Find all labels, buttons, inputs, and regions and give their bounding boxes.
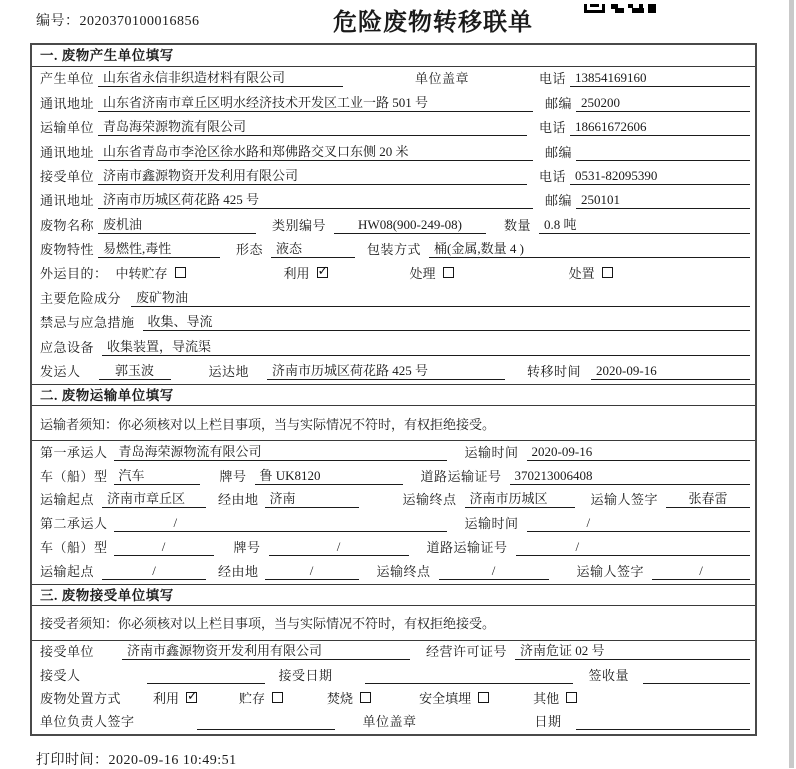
received-qty-value (643, 668, 750, 684)
purpose-option-dispose (569, 263, 613, 282)
row-route2 (32, 560, 755, 584)
row-waste-props (32, 238, 755, 262)
purpose-option-transfer (116, 263, 186, 282)
vehicle1-permit-label: 道路运输证号 (420, 468, 502, 484)
route2-end-value: / (439, 563, 549, 580)
producer-value: 山东省永信非织造材料有限公司 (98, 67, 343, 87)
route1-via-label: 经由地 (218, 492, 259, 508)
accept-unit-label: 接受单位 (40, 644, 95, 660)
transporter-address-value: 山东省青岛市李沧区徐水路和郑佛路交叉口东侧 20 米 (98, 141, 533, 161)
disposal-option-landfill (419, 688, 489, 707)
purpose-option-use (284, 263, 328, 282)
row-purpose (32, 262, 755, 286)
print-time-label: 打印时间： (36, 753, 109, 768)
route1-start-value: 济南市章丘区 (102, 488, 206, 508)
purpose-transfer-checkbox (175, 267, 186, 278)
purpose-dispose-label: 处置 (568, 265, 595, 281)
purpose-option-treat (410, 263, 454, 282)
receiver-address-value: 济南市历城区荷花路 425 号 (98, 189, 533, 209)
transporter-phone-label: 电话 (538, 120, 566, 136)
row-disposal (32, 688, 755, 711)
row-route1 (32, 489, 755, 513)
purpose-use-label: 利用 (283, 265, 310, 281)
section1-header: 一. 废物产生单位填写 (32, 45, 755, 67)
serial-number (36, 10, 200, 30)
disposal-other-checkbox (566, 692, 577, 703)
accept-date-label: 接受日期 (278, 667, 333, 683)
row-receiver (32, 165, 755, 189)
producer-label: 产生单位 (40, 71, 95, 87)
row-transporter (32, 116, 755, 140)
waste-qty-value: 0.8 吨 (539, 214, 750, 234)
producer-seal-label: 单位盖章 (415, 71, 470, 87)
responsible-sign-label: 单位负责人签字 (40, 714, 135, 730)
row-producer-address (32, 91, 755, 115)
row-hazard (32, 287, 755, 311)
vehicle1-plate-label: 牌号 (219, 468, 247, 484)
carrier1-time-label: 运输时间 (464, 444, 519, 460)
disposal-option-use (153, 688, 197, 707)
serial-label: 编号： (36, 14, 80, 29)
disposal-store-label: 贮存 (239, 690, 266, 706)
receiver-phone-value: 0531-82095390 (570, 168, 750, 185)
disposal-option-store (239, 688, 283, 707)
producer-phone-value: 13854169160 (570, 70, 750, 87)
receiver-zip-label: 邮编 (544, 193, 572, 209)
acceptor-label: 接受人 (40, 667, 81, 683)
license-label: 经营许可证号 (426, 644, 508, 660)
route1-sign-value: 张春雷 (666, 488, 750, 508)
disposal-incinerate-label: 焚烧 (327, 690, 354, 706)
row-emergency-measures (32, 311, 755, 335)
vehicle2-plate-value: / (269, 539, 409, 556)
row-signature (32, 711, 755, 734)
qr-code-icon (584, 0, 656, 9)
route2-via-value: / (265, 563, 359, 580)
transfer-time-value: 2020-09-16 (591, 363, 750, 380)
waste-qty-label: 数量 (504, 217, 532, 233)
row-transporter-address (32, 140, 755, 164)
vehicle2-permit-value: / (516, 539, 750, 556)
section3-header: 三. 废物接受单位填写 (32, 584, 755, 606)
row-accept-unit (32, 641, 755, 664)
manifest-form (30, 43, 757, 736)
vehicle2-permit-label: 道路运输证号 (426, 540, 508, 556)
row-waste-name (32, 213, 755, 237)
vehicle1-value: 汽车 (114, 465, 200, 485)
vehicle1-permit-value: 370213006408 (510, 468, 750, 485)
vehicle1-label: 车（船）型 (40, 468, 108, 484)
waste-form-value: 液态 (271, 238, 355, 258)
purpose-label: 外运目的： (40, 265, 108, 281)
section2-notice: 运输者须知：你必须核对以上栏目事项，当与实际情况不符时，有权拒绝接受。 (32, 406, 755, 441)
disposal-label: 废物处置方式 (40, 690, 122, 706)
route1-via-value: 济南 (265, 488, 359, 508)
license-value: 济南危证 02 号 (515, 640, 750, 660)
row-dispatch (32, 360, 755, 384)
waste-pack-label: 包装方式 (367, 242, 422, 258)
waste-code-label: 类别编号 (272, 217, 327, 233)
route1-end-label: 运输终点 (402, 492, 457, 508)
route2-start-label: 运输起点 (40, 563, 95, 579)
emergency-measures-value: 收集、导流 (143, 311, 750, 331)
carrier1-label: 第一承运人 (40, 444, 108, 460)
dispatcher-value: 郭玉波 (99, 360, 171, 380)
print-time-value: 2020-09-16 10:49:51 (108, 753, 237, 768)
route2-start-value: / (102, 563, 206, 580)
disposal-use-label: 利用 (153, 690, 180, 706)
carrier1-time-value: 2020-09-16 (527, 444, 750, 461)
destination-label: 运达地 (208, 364, 250, 380)
purpose-use-checkbox (317, 267, 328, 278)
responsible-sign-value (197, 714, 335, 730)
dispatcher-label: 发运人 (40, 364, 81, 380)
disposal-landfill-checkbox (478, 692, 489, 703)
disposal-store-checkbox (272, 692, 283, 703)
vehicle1-plate-value: 鲁 UK8120 (255, 465, 403, 485)
serial-value: 2020370100016856 (79, 14, 200, 29)
row-acceptor (32, 664, 755, 687)
route2-sign-label: 运输人签字 (576, 563, 645, 579)
waste-name-label: 废物名称 (40, 217, 95, 233)
purpose-treat-label: 处理 (409, 265, 436, 281)
disposal-landfill-label: 安全填埋 (419, 690, 472, 706)
waste-form-label: 形态 (236, 242, 264, 258)
emergency-measures-label: 禁忌与应急措施 (40, 315, 135, 331)
disposal-incinerate-checkbox (360, 692, 371, 703)
row-carrier1 (32, 441, 755, 465)
receiver-value: 济南市鑫源物资开发利用有限公司 (98, 165, 527, 185)
carrier2-time-label: 运输时间 (464, 516, 519, 532)
producer-zip-value: 250200 (576, 95, 750, 112)
row-vehicle1 (32, 465, 755, 489)
page-title: 危险废物转移联单 (333, 10, 533, 36)
sign-date-value (576, 714, 750, 730)
receiver-phone-label: 电话 (538, 168, 566, 184)
route2-sign-value: / (652, 563, 750, 580)
route1-sign-label: 运输人签字 (590, 492, 659, 508)
hazard-label: 主要危险成分 (40, 290, 122, 306)
sign-date-label: 日期 (534, 714, 562, 730)
transporter-zip-label: 邮编 (544, 144, 572, 160)
row-vehicle2 (32, 536, 755, 560)
transporter-label: 运输单位 (40, 120, 95, 136)
row-receiver-address (32, 189, 755, 213)
producer-phone-label: 电话 (538, 71, 566, 87)
emergency-equipment-label: 应急设备 (40, 339, 95, 355)
carrier2-label: 第二承运人 (40, 516, 108, 532)
disposal-use-checkbox (186, 692, 197, 703)
transporter-address-label: 通讯地址 (40, 144, 95, 160)
purpose-treat-checkbox (443, 267, 454, 278)
carrier2-value: / (114, 515, 447, 532)
route2-via-label: 经由地 (218, 563, 259, 579)
transfer-time-label: 转移时间 (527, 364, 582, 380)
producer-zip-label: 邮编 (544, 95, 572, 111)
row-emergency-equipment (32, 335, 755, 359)
waste-name-value: 废机油 (98, 214, 256, 234)
accept-unit-value: 济南市鑫源物资开发利用有限公司 (122, 640, 410, 660)
receiver-address-label: 通讯地址 (40, 193, 95, 209)
disposal-other-label: 其他 (533, 690, 560, 706)
section3-notice: 接受者须知：你必须核对以上栏目事项，当与实际情况不符时，有权拒绝接受。 (32, 606, 755, 641)
transporter-phone-value: 18661672606 (570, 119, 750, 136)
row-carrier2 (32, 512, 755, 536)
disposal-option-incinerate (327, 688, 371, 707)
producer-address-value: 山东省济南市章丘区明水经济技术开发区工业一路 501 号 (98, 92, 533, 112)
hazard-value: 废矿物油 (131, 287, 750, 307)
received-qty-label: 签收量 (588, 667, 630, 683)
accept-date-value (365, 668, 573, 684)
vehicle2-value: / (114, 539, 214, 556)
waste-code-value: HW08(900-249-08) (334, 217, 486, 234)
receiver-label: 接受单位 (40, 168, 95, 184)
receiver-zip-value: 250101 (576, 192, 750, 209)
waste-props-value: 易燃性,毒性 (98, 238, 220, 258)
print-time (36, 749, 237, 769)
destination-value: 济南市历城区荷花路 425 号 (267, 360, 505, 380)
waste-pack-value: 桶(金属,数量 4 ) (429, 238, 750, 258)
acceptor-value (147, 668, 265, 684)
carrier1-value: 青岛海荣源物流有限公司 (114, 441, 447, 461)
route2-end-label: 运输终点 (376, 563, 431, 579)
route1-start-label: 运输起点 (40, 492, 95, 508)
purpose-dispose-checkbox (602, 267, 613, 278)
vehicle2-plate-label: 牌号 (233, 540, 261, 556)
transporter-zip-value (576, 145, 750, 161)
transporter-value: 青岛海荣源物流有限公司 (98, 116, 527, 136)
section2-header: 二. 废物运输单位填写 (32, 384, 755, 406)
vehicle2-label: 车（船）型 (40, 540, 108, 556)
waste-props-label: 废物特性 (40, 242, 95, 258)
emergency-equipment-value: 收集装置，导流渠 (102, 336, 750, 356)
page-edge-strip (789, 0, 794, 768)
producer-address-label: 通讯地址 (40, 95, 95, 111)
unit-seal-label: 单位盖章 (362, 714, 417, 730)
route1-end-value: 济南市历城区 (465, 488, 575, 508)
purpose-transfer-label: 中转贮存 (115, 265, 168, 281)
disposal-option-other (533, 688, 577, 707)
row-producer (32, 67, 755, 91)
carrier2-time-value: / (527, 515, 750, 532)
